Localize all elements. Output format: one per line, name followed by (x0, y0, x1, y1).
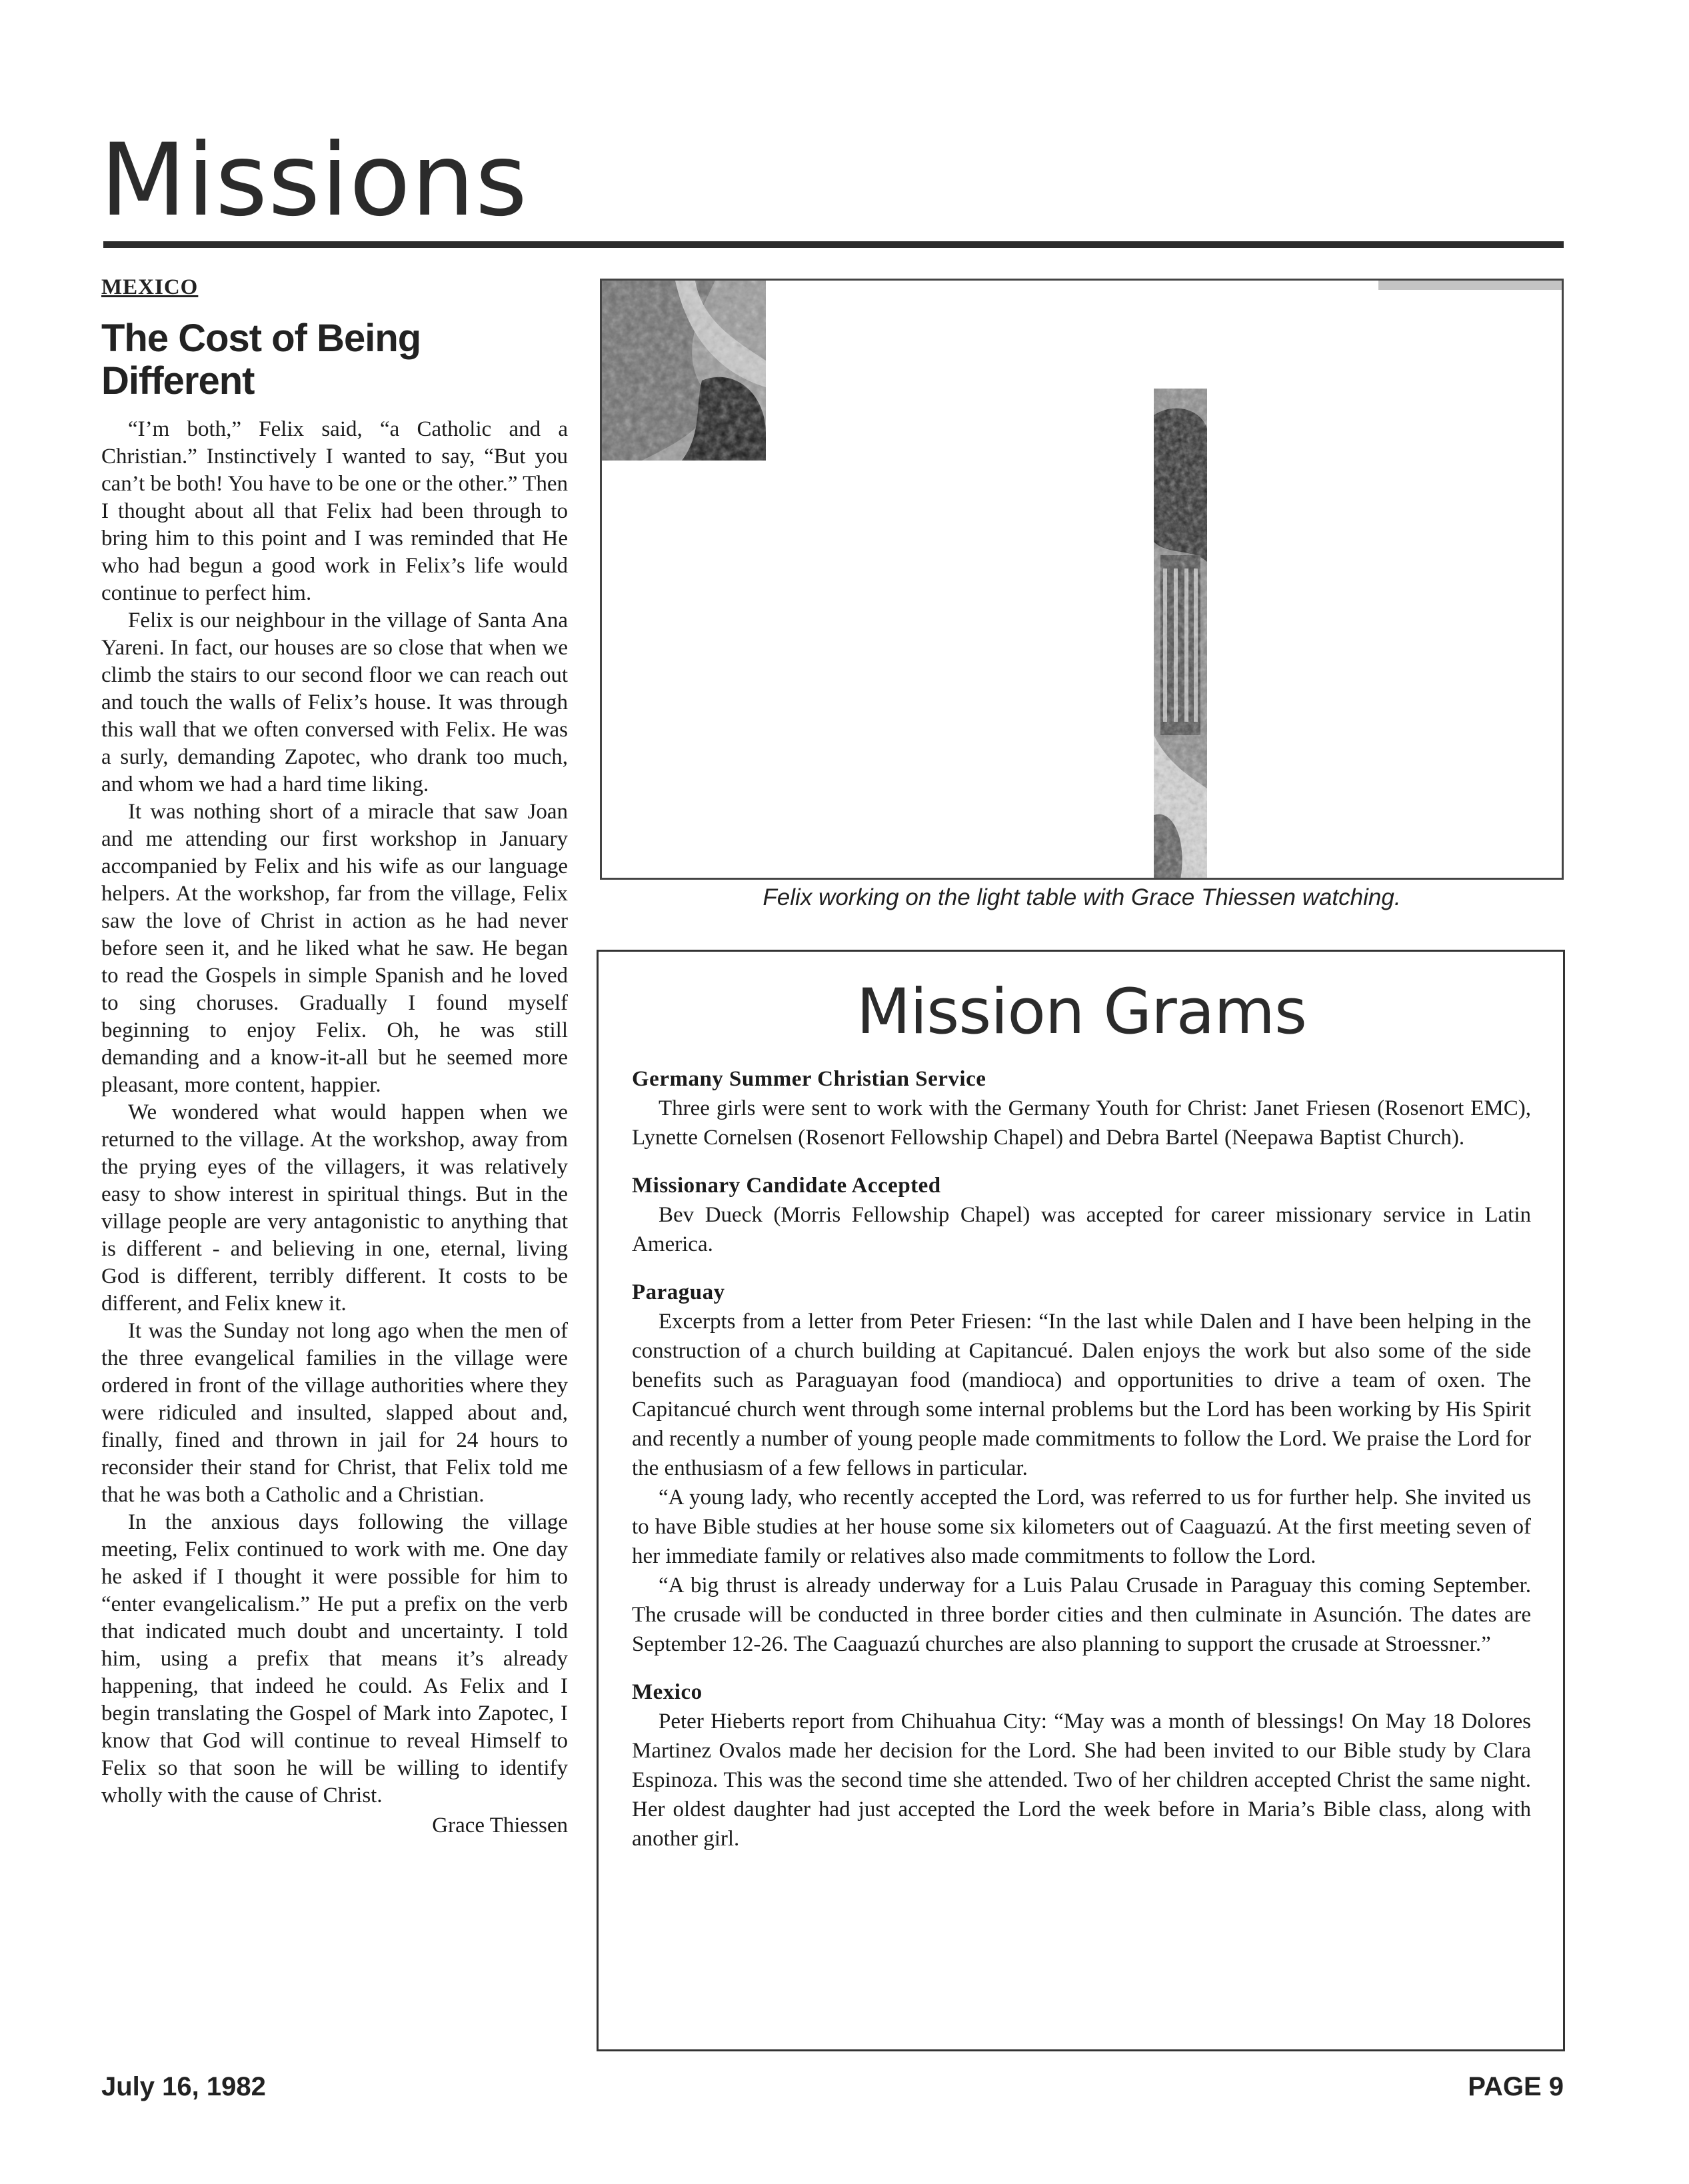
footer-date: July 16, 1982 (101, 2072, 266, 2101)
gram-heading: Missionary Candidate Accepted (632, 1173, 941, 1198)
gram-heading: Paraguay (632, 1280, 725, 1304)
article-paragraph: It was nothing short of a miracle that saw Joan and me attending our first workshop in January accompanied by Felix and his wife as our language helpers. At the workshop, far from the village, Felix saw the love of Christ in action as he had never before seen it, and he liked what he saw. He began to read the Gospels in simple Spanish and he loved to sing choruses. Gradually I found myself beginning to enjoy Felix. Oh, he was still demanding and a know-it-all but he seemed more pleasant, more content, happier. (101, 799, 568, 1097)
article-paragraph: Felix is our neighbour in the village of Santa Ana Yareni. In fact, our houses are so close that when we climb the stairs to our second floor we can reach out and touch the walls of Felix’s house. It was through this wall that we often conversed with Felix. He was a surly, demanding Zapotec, who drank too much, and whom we had a hard time liking. (101, 608, 568, 796)
gram-paragraph: Peter Hieberts report from Chihuahua City: “May was a month of blessings! On May 18 Dolores Martinez Ovalos made her decision for the Lord. She had been invited to our Bible study by Clara Espinoza. This was the second time she attended. Two of her children accepted Christ the same night. Her oldest daughter had just accepted the Lord the week before in Maria’s Bible class, along with another girl. (632, 1709, 1531, 1851)
gram-item (632, 1677, 1531, 1853)
photo-texture-edge (1378, 279, 1564, 290)
gram-paragraph: Three girls were sent to work with the Germany Youth for Christ: Janet Friesen (Rosenort EMC), Lynette Cornelsen (Rosenort Fellowship Chapel) and Debra Bartel (Neepawa Baptist Church). (632, 1096, 1531, 1150)
gram-heading: Mexico (632, 1679, 703, 1704)
gram-item (632, 1171, 1531, 1259)
title-rule (103, 241, 1564, 248)
photo-texture-figure (1154, 389, 1207, 879)
gram-item (632, 1064, 1531, 1152)
article-body (101, 416, 568, 1809)
photo-texture-left (602, 281, 766, 461)
article-paragraph: We wondered what would happen when we returned to the village. At the workshop, away from the prying eyes of the villagers, it was relatively easy to show interest in spiritual things. But in the village people are very antagonistic to anything that is different - and believing in one, eternal, living God is different, terribly different. It costs to be different, and Felix knew it. (101, 1100, 568, 1316)
article-paragraph: It was the Sunday not long ago when the men of the three evangelical families in the village were ordered in front of the village authorities where they were ridiculed and insulted, slapped about and, finally, fined and thrown in jail for 24 hours to reconsider their stand for Christ, that Felix told me that he was both a Catholic and a Christian. (101, 1318, 568, 1507)
article-paragraph: “I’m both,” Felix said, “a Catholic and a Christian.” Instinctively I wanted to say, “But you can’t be both! You have to be one or the other.” Then I thought about all that Felix had been through to bring him to this point and I was reminded that He who had begun a good work in Felix’s life would continue to perfect him. (101, 417, 568, 605)
footer-page-number: PAGE 9 (1468, 2072, 1564, 2101)
article-headline: The Cost of Being Different (101, 317, 421, 403)
article-photo (600, 279, 1564, 880)
article-byline: Grace Thiessen (432, 1813, 568, 1837)
gram-heading: Germany Summer Christian Service (632, 1066, 986, 1091)
mission-grams-title: Mission Grams (856, 976, 1306, 1048)
article-paragraph: In the anxious days following the village meeting, Felix continued to work with me. One day he asked if I thought it were possible for him to “enter evangelicalism.” He put a prefix on the verb that indicated much doubt and uncertainty. I told him, using a prefix that means it’s already happening, that indeed he could. As Felix and I begin translating the Gospel of Mark into Zapotec, I know that God will continue to reveal Himself to Felix so that soon he will be willing to identify wholly with the cause of Christ. (101, 1510, 568, 1807)
gram-paragraph: Bev Dueck (Morris Fellowship Chapel) was accepted for career missionary service in Latin America. (632, 1202, 1531, 1256)
photo-caption: Felix working on the light table with Grace Thiessen watching. (763, 884, 1401, 910)
mission-grams-box (597, 950, 1565, 2051)
gram-paragraph: “A big thrust is already underway for a Luis Palau Crusade in Paraguay this coming September. The crusade will be conducted in three border cities and then culminate in Asunción. The dates are September 12-26. The Caaguazú churches are also planning to support the crusade at Stroessner.” (632, 1573, 1531, 1656)
article-column (101, 275, 568, 1838)
section-tag: MEXICO (101, 275, 199, 299)
gram-item (632, 1278, 1531, 1659)
gram-paragraph: “A young lady, who recently accepted the Lord, was referred to us for further help. She invited us to have Bible studies at her house some six kilometers out of Caaguazú. At the first meeting seven of her immediate family or relatives also made commitments to follow the Lord. (632, 1485, 1531, 1568)
gram-paragraph: Excerpts from a letter from Peter Friesen: “In the last while Dalen and I have been helping in the construction of a church building at Capitancué. Dalen enjoys the work but also some of the side benefits such as Paraguayan food (mandioca) and opportunities to drive a team of oxen. The Capitancué church went through some internal problems but the Lord has been working by His Spirit and recently a number of young people made commitments to follow the Lord. We praise the Lord for the enthusiasm of a few fellows in particular. (632, 1309, 1531, 1480)
page-title: Missions (100, 123, 529, 239)
